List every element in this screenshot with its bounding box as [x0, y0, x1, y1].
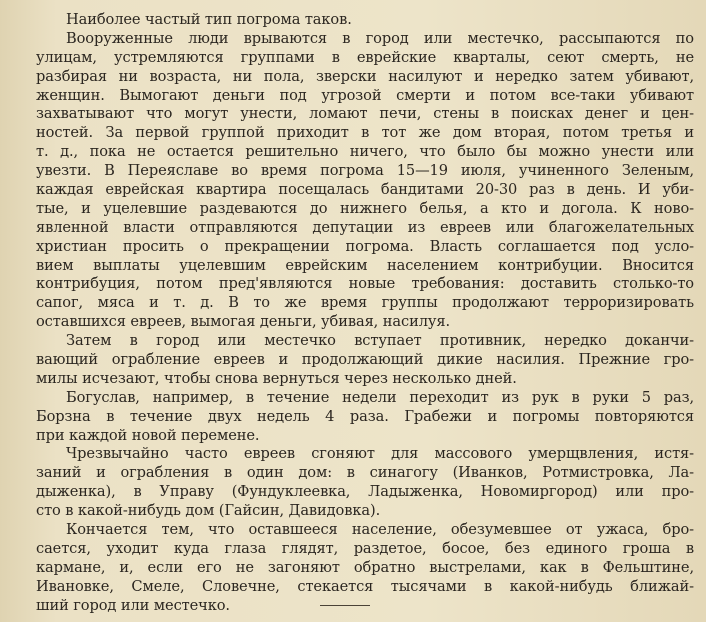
text-line: христиан просить о прекращении погрома. Власть соглашается под усло- — [36, 237, 694, 255]
text-line: явленной власти отправляются депутации из евреев или благожелательных — [36, 218, 694, 236]
text-line: т. д., пока не остается решительно ничего, что было бы можно унести или — [36, 143, 694, 161]
text-line: при каждой новой перемене. — [36, 426, 260, 444]
text-line: сапог, мяса и т. д. В то же время группы продолжают терроризировать — [36, 294, 694, 312]
text-line: Вооруженные люди врываются в город или местечко, рассыпаются по — [66, 29, 694, 47]
text-line: Ивановке, Смеле, Словечне, стекается тысячами в какой-нибудь ближай- — [36, 577, 694, 595]
text-line: оставшихся евреев, вымогая деньги, убивая, насилуя. — [36, 313, 450, 331]
text-line: контрибуция, потом пред'являются новые требования: доставить столько-то — [36, 275, 694, 293]
text-line: увезти. В Переяславе во время погрома 15—19 июля, учиненного Зеленым, — [36, 162, 694, 180]
text-line: сто в какой-нибудь дом (Гайсин, Давидовка). — [36, 502, 381, 520]
body-text — [36, 11, 694, 616]
text-line: милы исчезают, чтобы снова вернуться через несколько дней. — [36, 369, 517, 387]
text-line: улицам, устремляются группами в еврейские кварталы, сеют смерть, не — [36, 48, 694, 66]
text-line: разбирая ни возраста, ни пола, зверски насилуют и нередко затем убивают, — [36, 67, 694, 85]
text-line: тые, и уцелевшие раздеваются до нижнего белья, а кто и догола. К ново- — [36, 199, 694, 217]
text-line: женщин. Вымогают деньги под угрозой смерти и потом все-таки убивают — [36, 86, 694, 104]
text-line: Наиболее частый тип погрома таков. — [66, 11, 352, 28]
text-line: Борзна в течение двух недель 4 раза. Грабежи и погромы повторяются — [36, 407, 694, 425]
text-line: кармане, и, если его не загоняют обратно выстрелами, как в Фельштине, — [36, 558, 694, 576]
text-line: вающий ограбление евреев и продолжающий дикие насилия. Прежние гро- — [36, 351, 694, 369]
section-divider — [320, 605, 370, 606]
text-line: вием выплаты уцелевшим еврейским населением контрибуции. Вносится — [36, 256, 694, 274]
text-line: захватывают что могут унести, ломают печи, стены в поисках денег и цен- — [36, 105, 694, 123]
text-line: каждая еврейская квартира посещалась бандитами 20-30 раз в день. И уби- — [36, 181, 694, 199]
text-line: Богуслав, например, в течение недели переходит из рук в руки 5 раз, — [66, 388, 694, 406]
text-line: сается, уходит куда глаза глядят, раздетое, босое, без единого гроша в — [36, 539, 694, 557]
text-line: заний и ограбления в один дом: в синагогу (Иванков, Ротмистровка, Ла- — [36, 464, 694, 482]
text-line: Чрезвычайно часто евреев сгоняют для массового умерщвления, истя- — [66, 445, 694, 463]
text-line: ший город или местечко. — [36, 596, 230, 614]
text-line: дыженка), в Управу (Фундуклеевка, Ладыженка, Новомиргород) или про- — [36, 483, 694, 501]
text-line: Кончается тем, что оставшееся население, обезумевшее от ужаса, бро- — [66, 521, 694, 539]
text-line: ностей. За первой группой приходит в тот же дом вторая, потом третья и — [36, 124, 694, 142]
text-line: Затем в город или местечко вступает противник, нередко доканчи- — [66, 332, 694, 350]
